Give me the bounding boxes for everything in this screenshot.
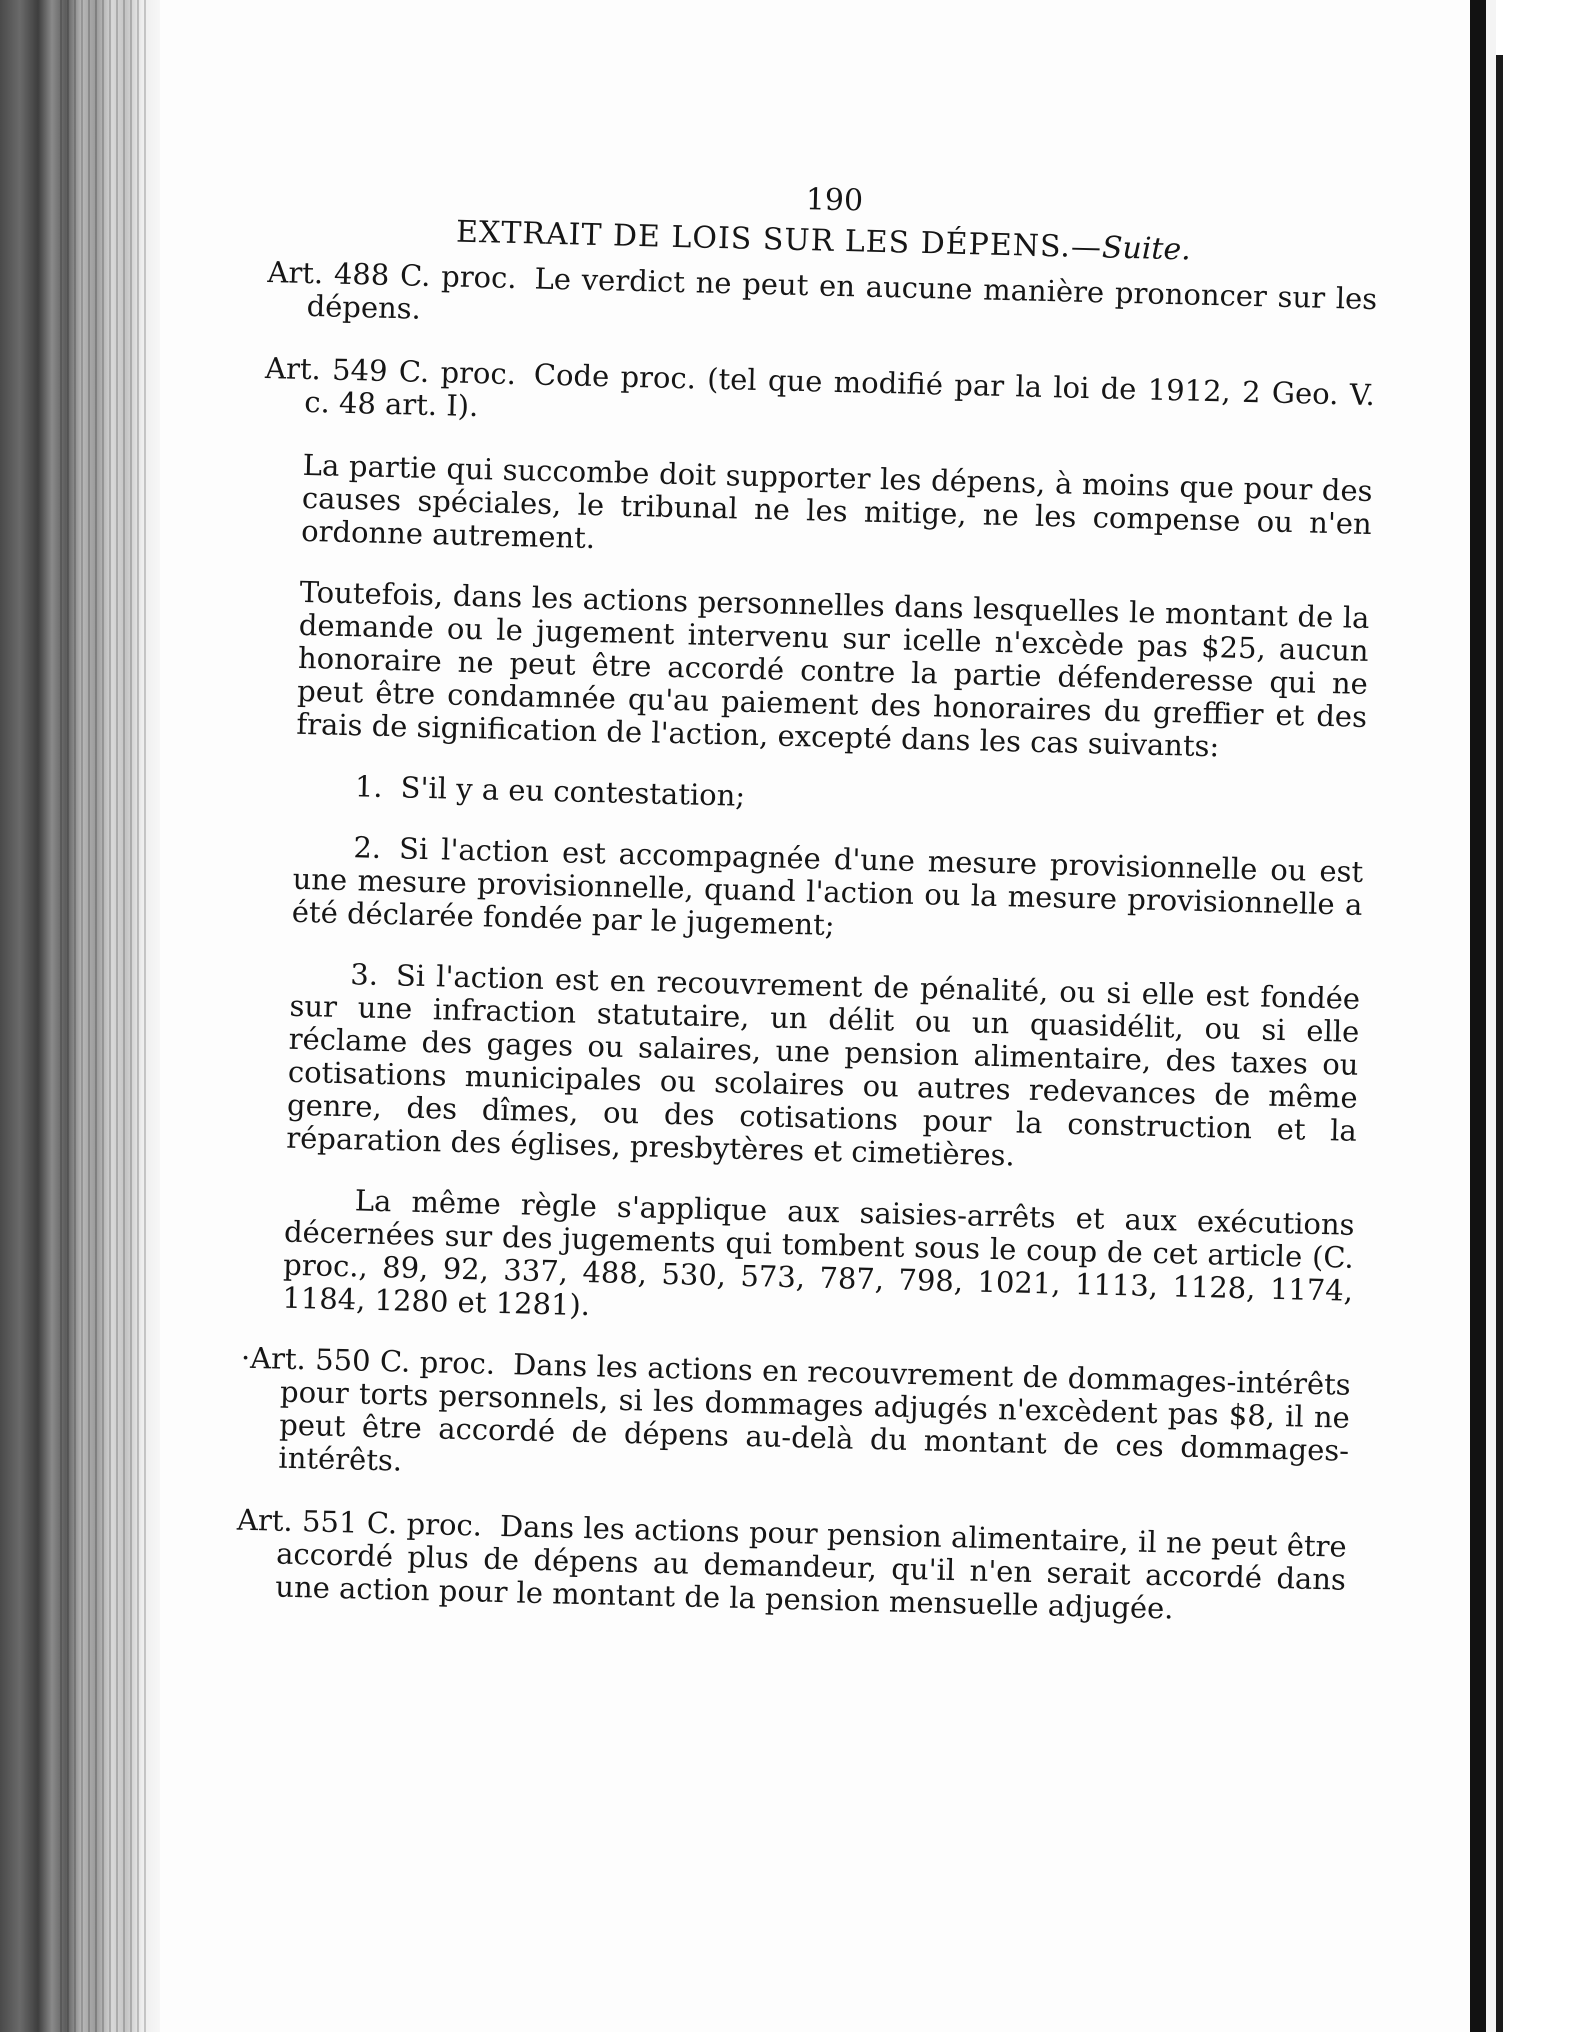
list-item (251, 829, 1363, 955)
article-549-paragraph-2: Toutefois, dans les actions personnelles dans lesquelles le montant de la demande ou le jugement intervenu sur icelle n'excède pas $25, aucun honoraire ne peut être accordé contre la partie défenderesse qui ne peut être condamnée qu'au paiement des honoraires du greffier et des frais de signification de l'action, excepté dans les cas suivants: (296, 574, 1370, 764)
article-text: Code proc. (tel que modifié par la loi de 1912, 2 Geo. V. c. 48 art. I). (303, 357, 1376, 424)
next-page-edge (1496, 55, 1503, 2032)
next-page-top (1496, 0, 1576, 55)
list-item-number: 2. (353, 830, 382, 865)
list-item-text: S'il y a eu contestation; (400, 770, 746, 813)
article-text: Dans les actions en recouvrement de dommages-intérêts pour torts personnels, si les dommages adjugés n'excèdent pas $8, il ne peut être accordé de dépens au-delà du montant de ces dommages-intérêts. (278, 1347, 1352, 1478)
article-reference: Art. 551 C. proc. (236, 1502, 483, 1543)
list-item (246, 956, 1361, 1181)
article-549 (264, 352, 1375, 445)
page-right-edge (1470, 0, 1486, 2032)
article-reference: ·Art. 550 C. proc. (240, 1340, 496, 1381)
running-head-title: EXTRAIT DE LOIS SUR LES DÉPENS.— (455, 214, 1103, 266)
next-page (1503, 0, 1576, 2032)
list-item-number: 1. (354, 769, 384, 804)
page-text-block (234, 170, 1379, 1660)
list-item-text: Si l'action est accompagnée d'une mesure provisionnelle ou est une mesure provisionnelle, quand l'action ou la mesure provisionnelle a été déclarée fondée par le jugement; (291, 831, 1364, 943)
article-text: Le verdict ne peut en aucune manière prononcer sur les dépens. (306, 261, 1378, 326)
article-text: Dans les actions pour pension alimentaire, il ne peut être accordé plus de dépens au demandeur, qu'il n'en serait accordé dans une action pour le montant de la pension mensuelle adjugée. (274, 1509, 1348, 1626)
article-550 (238, 1342, 1351, 1501)
page-edges (60, 0, 150, 2032)
article-reference: Art. 488 C. proc. (267, 254, 518, 296)
page-number: 190 (805, 182, 864, 219)
list-item-number: 3. (349, 957, 379, 992)
running-head-suite: Suite. (1101, 230, 1192, 268)
article-549-paragraph-1: La partie qui succombe doit supporter les dépens, à moins que pour des causes spéciales, le tribunal ne les mitige, ne les compense ou n'en ordonne autrement. (300, 447, 1373, 556)
page-gap (1486, 0, 1496, 2032)
article-551 (235, 1504, 1347, 1630)
article-488 (266, 256, 1377, 349)
list-item-text: Si l'action est en recouvrement de pénalité, ou si elle est fondée sur une infraction statutaire, un délit ou un quasidélit, ou si elle réclame des gages ou salaires, une pension alimentaire, des taxes ou cotisations municipales ou scolaires ou autres redevances de même genre, des dîmes, ou des cotisations pour la construction et la réparation des églises, presbytères et cimetières. (285, 958, 1361, 1173)
article-reference: Art. 549 C. proc. (264, 350, 517, 392)
article-549-closing: La même règle s'applique aux saisies-arrêts et aux exécutions décernées sur des jugements qui tombent sous le coup de cet article (C. proc., 89, 92, 337, 488, 530, 573, 787, 798, 1021, 1113, 1128, 1174, 1184, 1280 et 1281). (282, 1183, 1355, 1323)
list-item (255, 768, 1365, 828)
